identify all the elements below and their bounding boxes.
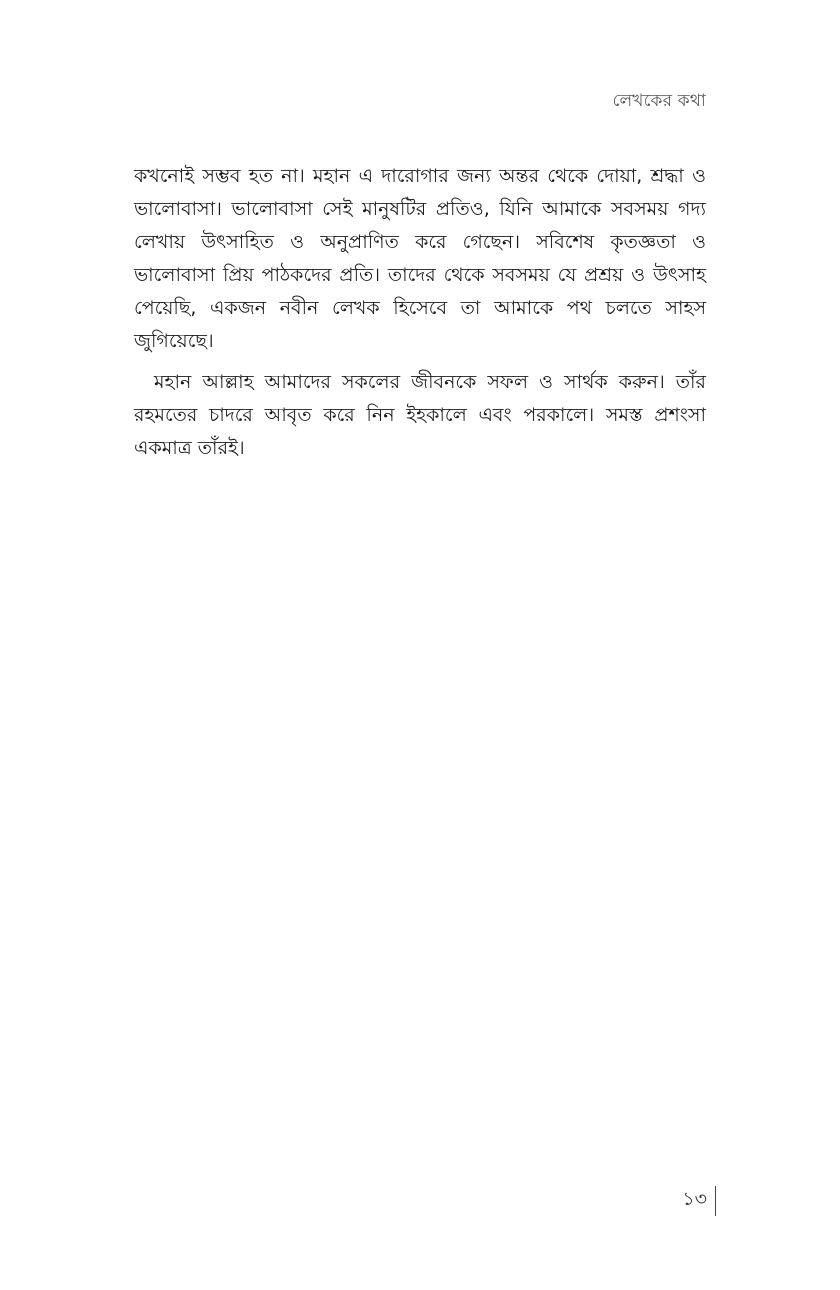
paragraph-1: কখনোই সম্ভব হত না। মহান এ দারোগার জন্য অন্তর থেকে দোয়া, শ্রদ্ধা ও ভালোবাসা। ভালোবাসা সেই মানুষটির প্রতিও, যিনি আমাকে সবসময় গদ্য লেখায় উৎসাহিত ও অনুপ্রাণিত করে গেছেন। সবিশেষ কৃতজ্ঞতা ও ভালোবাসা প্রিয় পাঠকদের প্রতি। তাদের থেকে সবসময় যে প্রশ্রয় ও উৎসাহ পেয়েছি, একজন নবীন লেখক হিসেবে তা আমাকে পথ চলতে সাহস জুগিয়েছে। [134,165,706,352]
running-header: লেখকের কথা [612,91,706,111]
paragraph-2: মহান আল্লাহ আমাদের সকলের জীবনকে সফল ও সার্থক করুন। তাঁর রহমতের চাদরে আবৃত করে নিন ইহকালে এবং পরকালে। সমস্ত প্রশংসা একমাত্র তাঁরই। [134,371,706,459]
page-body [134,160,706,465]
page-folio [682,1185,716,1217]
folio-divider [715,1186,716,1216]
page-number: ১৩ [682,1188,707,1210]
